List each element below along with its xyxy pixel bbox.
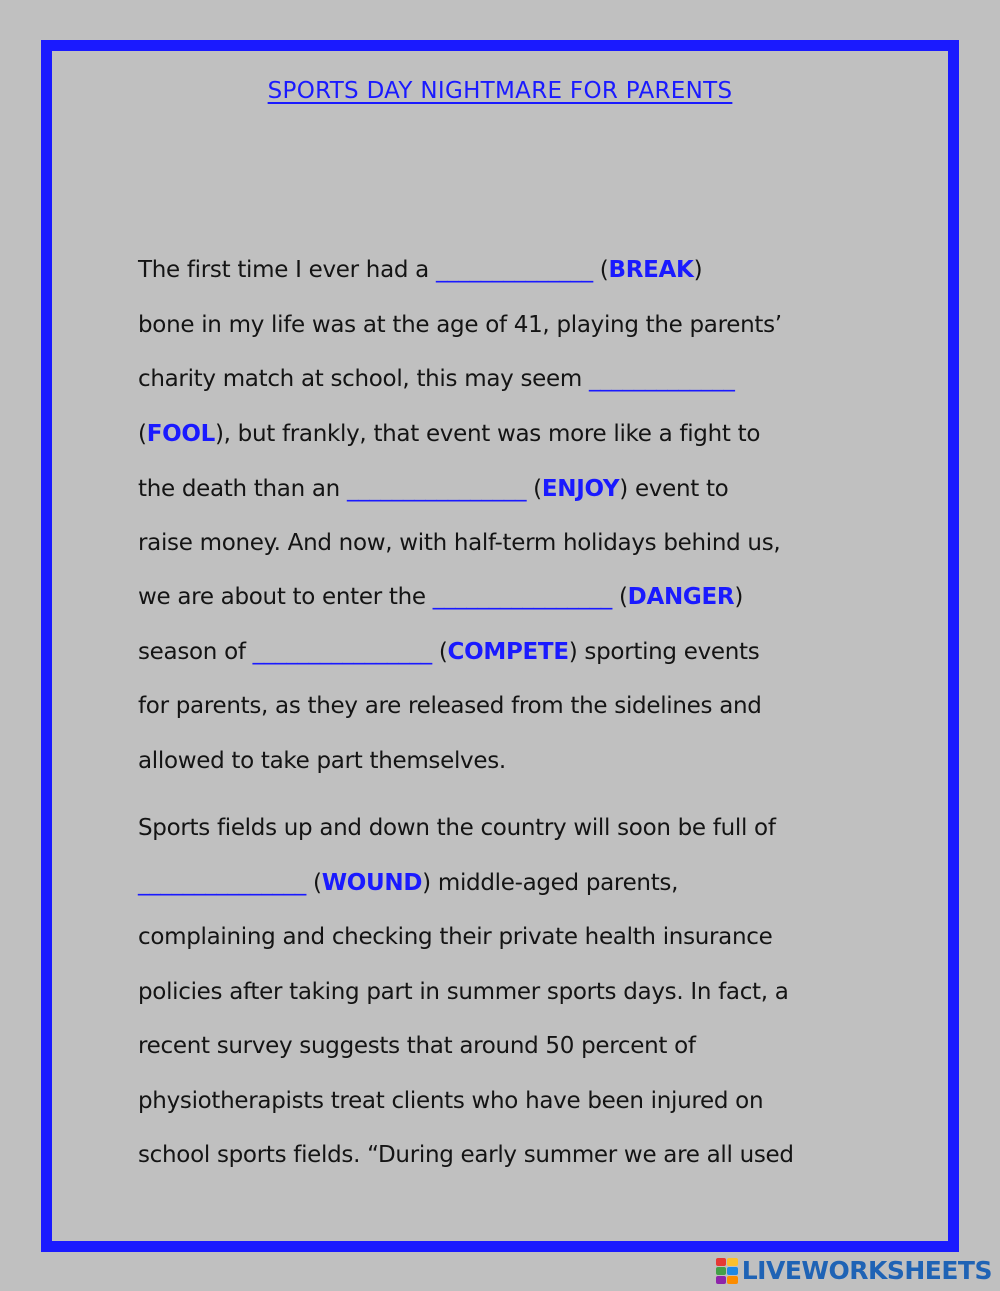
text-line-8 <box>138 641 759 664</box>
line-text: ) event to <box>619 476 729 502</box>
logo-mark-block <box>716 1267 727 1275</box>
line-text: bone in my life was at the age of 41, playing the parents’ <box>138 312 782 338</box>
line-text: ( <box>526 476 542 502</box>
line-text: ( <box>611 584 628 610</box>
keyword-fool: FOOL <box>146 421 215 447</box>
logo-mark-block <box>716 1258 727 1266</box>
text-line-12 <box>138 872 678 895</box>
line-text: allowed to take part themselves. <box>138 748 506 774</box>
text-line-4 <box>138 423 760 446</box>
line-text: school sports fields. “During early summer we are all used <box>138 1142 794 1168</box>
logo-mark-block <box>727 1267 738 1275</box>
keyword-compete: COMPETE <box>447 639 569 665</box>
worksheet-title: SPORTS DAY NIGHTMARE FOR PARENTS <box>267 78 733 104</box>
text-line-17 <box>138 1144 794 1167</box>
line-text: the death than an <box>138 476 347 502</box>
text-line-13 <box>138 926 772 949</box>
line-text: ) <box>734 584 744 610</box>
line-text: season of <box>138 639 253 665</box>
logo-mark-block <box>727 1258 738 1266</box>
line-text: ) middle-aged parents, <box>422 870 679 896</box>
text-line-11 <box>138 817 776 840</box>
keyword-break: BREAK <box>608 257 694 283</box>
logo-mark-block <box>716 1276 727 1284</box>
line-text: policies after taking part in summer sports days. In fact, a <box>138 979 789 1005</box>
answer-blank-break[interactable]: ______________ <box>435 257 593 283</box>
text-line-3 <box>138 368 735 391</box>
text-line-1 <box>138 259 702 282</box>
text-line-5 <box>138 478 728 501</box>
text-line-16 <box>138 1090 763 1113</box>
answer-blank-enjoy[interactable]: ________________ <box>346 476 527 502</box>
line-text: ) sporting events <box>568 639 760 665</box>
line-text: complaining and checking their private health insurance <box>138 924 773 950</box>
answer-blank-compete[interactable]: ________________ <box>252 639 432 665</box>
keyword-wound: WOUND <box>321 870 423 896</box>
line-text: ( <box>592 257 609 283</box>
text-line-7 <box>138 586 743 609</box>
line-text: ), but frankly, that event was more like a fight to <box>214 421 761 447</box>
line-text: ) <box>693 257 703 283</box>
line-text: we are about to enter the <box>138 584 433 610</box>
text-line-6 <box>138 532 780 555</box>
text-line-14 <box>138 981 789 1004</box>
line-text: The first time I ever had a <box>138 257 436 283</box>
line-text: for parents, as they are released from the sidelines and <box>138 693 762 719</box>
line-text: ( <box>431 639 448 665</box>
text-line-15 <box>138 1035 696 1058</box>
liveworksheets-logo-mark <box>716 1258 738 1284</box>
line-text: ( <box>138 421 147 447</box>
keyword-enjoy: ENJOY <box>541 476 620 502</box>
answer-blank-wound[interactable]: _______________ <box>138 870 307 896</box>
text-line-2 <box>138 314 782 337</box>
line-text: recent survey suggests that around 50 percent of <box>138 1033 696 1059</box>
keyword-danger: DANGER <box>627 584 735 610</box>
line-text: Sports fields up and down the country will soon be full of <box>138 815 776 841</box>
line-text: ( <box>306 870 322 896</box>
liveworksheets-logo-text: LIVEWORKSHEETS <box>741 1256 992 1285</box>
answer-blank-fool[interactable]: _____________ <box>588 366 735 392</box>
answer-blank-danger[interactable]: ________________ <box>432 584 612 610</box>
line-text: raise money. And now, with half-term holidays behind us, <box>138 530 781 556</box>
text-line-10 <box>138 750 506 773</box>
line-text: physiotherapists treat clients who have been injured on <box>138 1088 764 1114</box>
line-text: charity match at school, this may seem <box>138 366 589 392</box>
logo-mark-block <box>727 1276 738 1284</box>
liveworksheets-logo <box>716 1256 992 1285</box>
text-line-9 <box>138 695 762 718</box>
